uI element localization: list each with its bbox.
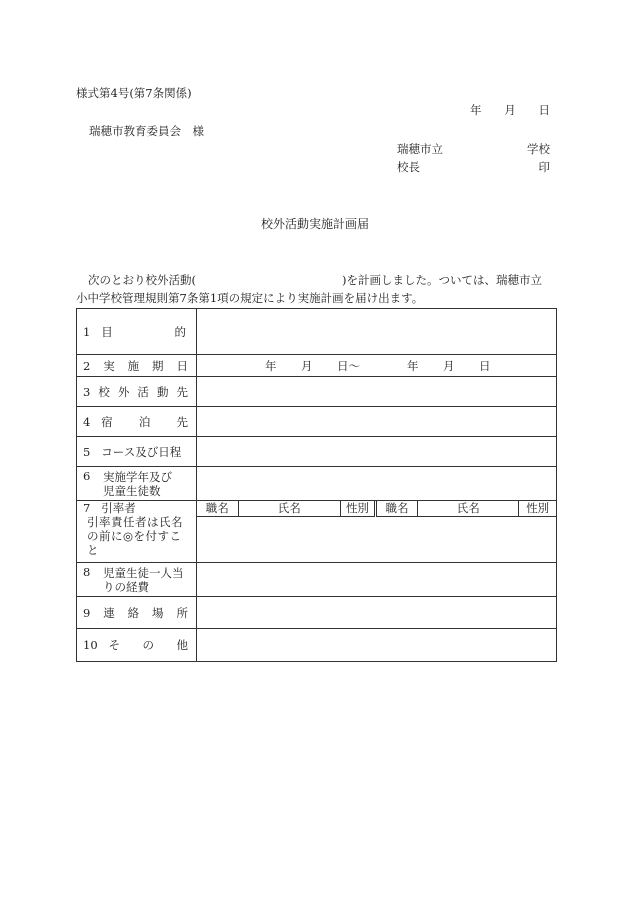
row-chaperones — [77, 501, 557, 563]
date-line — [470, 103, 550, 117]
chaperone-name-cell[interactable] — [418, 516, 519, 517]
chaperones-grid — [197, 501, 557, 563]
chaperone-gender-cell[interactable] — [340, 516, 375, 517]
body-line1-start: 次のとおり校外活動( — [88, 273, 196, 287]
row-label: 2 実 施 期 日 — [77, 355, 197, 377]
row-contact — [77, 597, 557, 629]
chaperone-title-cell[interactable] — [375, 516, 417, 517]
chaperone-name-cell[interactable] — [238, 516, 340, 517]
chaperone-title-cell[interactable] — [197, 516, 238, 517]
plan-table — [76, 308, 557, 662]
form-number: 様式第4号(第7条関係) — [76, 86, 192, 100]
body-line-2: 小中学校管理規則第7条第1項の規定により実施計画を届け出ます。 — [76, 291, 424, 305]
lodging-field[interactable] — [197, 407, 557, 437]
chaperone-gender-cell[interactable] — [519, 516, 556, 517]
body-line1-end: )を計画しました。ついては、瑞穂市立 — [342, 273, 542, 287]
row-other — [77, 629, 557, 662]
row-lodging — [77, 407, 557, 437]
date-year-label: 年 — [470, 103, 482, 117]
document-title: 校外活動実施計画届 — [260, 217, 369, 231]
other-field[interactable] — [197, 629, 557, 662]
school-suffix: 学校 — [527, 142, 550, 156]
principal-line — [397, 160, 550, 174]
row-label: 9 連 絡 場 所 — [77, 597, 197, 629]
row-label: 1 目 的 — [77, 309, 197, 355]
chaperones-subtable — [197, 501, 556, 517]
row-grade-count — [77, 467, 557, 501]
row-destination — [77, 377, 557, 407]
row-label: 8 児童生徒一人当りの経費 — [77, 563, 197, 597]
addressee: 瑞穂市教育委員会 様 — [89, 124, 204, 138]
purpose-field[interactable] — [197, 309, 557, 355]
grade-count-field[interactable] — [197, 467, 557, 501]
cost-field[interactable] — [197, 563, 557, 597]
col-name-1: 氏名 — [238, 501, 340, 516]
col-gender-2: 性別 — [519, 501, 556, 516]
row-label: 7 引率者 引率責任者は氏名 の前に◎を付すこ と — [77, 501, 197, 563]
school-line — [397, 142, 550, 156]
principal-label: 校長 — [397, 160, 420, 174]
row-course — [77, 437, 557, 467]
col-name-2: 氏名 — [418, 501, 519, 516]
row-label: 5 コース及び日程 — [77, 437, 197, 467]
row-cost — [77, 563, 557, 597]
contact-field[interactable] — [197, 597, 557, 629]
col-title-1: 職名 — [197, 501, 238, 516]
seal-mark: 印 — [538, 160, 550, 174]
date-day-label: 日 — [538, 103, 550, 117]
course-field[interactable] — [197, 437, 557, 467]
row-period — [77, 355, 557, 377]
row-label: 4 宿 泊 先 — [77, 407, 197, 437]
period-field[interactable]: 年 月 日～ 年 月 日 — [197, 355, 557, 377]
col-title-2: 職名 — [375, 501, 417, 516]
row-label: 10 そ の 他 — [77, 629, 197, 662]
date-month-label: 月 — [504, 103, 516, 117]
school-prefix: 瑞穂市立 — [397, 142, 443, 156]
row-label: 6 実施学年及び児童生徒数 — [77, 467, 197, 501]
row-label: 3 校 外 活 動 先 — [77, 377, 197, 407]
destination-field[interactable] — [197, 377, 557, 407]
row-purpose — [77, 309, 557, 355]
col-gender-1: 性別 — [340, 501, 375, 516]
